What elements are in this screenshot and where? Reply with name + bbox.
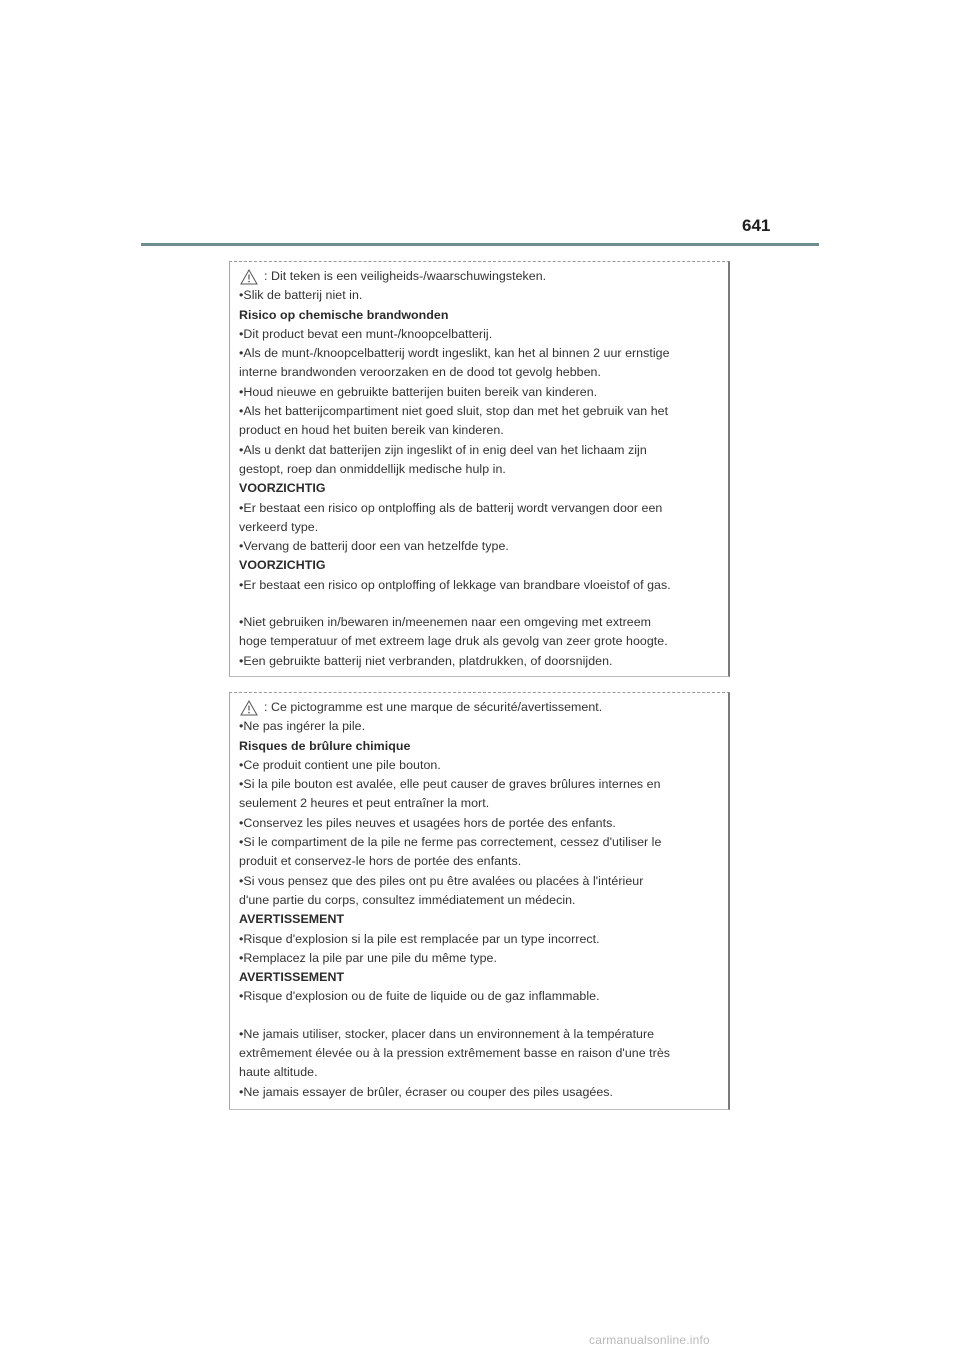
text-line: •Ce produit contient une pile bouton. (239, 757, 441, 772)
section-heading: AVERTISSEMENT (239, 912, 345, 927)
text-line: •Slik de batterij niet in. (239, 288, 363, 303)
text-line: •Er bestaat een risico op ontploffing als de batterij wordt vervangen door een (239, 500, 663, 515)
text-line: •Si vous pensez que des piles ont pu être avalées ou placées à l'intérieur (239, 873, 644, 888)
warning-box-dutch (229, 261, 730, 677)
text-line: •Een gebruikte batterij niet verbranden, platdrukken, of doorsnijden. (239, 653, 613, 668)
text-line: gestopt, roep dan onmiddellijk medische hulp in. (239, 461, 506, 476)
warning-symbol-line (239, 698, 720, 717)
text-line: •Conservez les piles neuves et usagées hors de portée des enfants. (239, 815, 616, 830)
text-line: •Remplacez la pile par une pile du même type. (239, 950, 497, 965)
warning-symbol-line (239, 267, 720, 286)
text-line: •Risque d'explosion ou de fuite de liquide ou de gaz inflammable. (239, 989, 600, 1004)
text-line: •Houd nieuwe en gebruikte batterijen buiten bereik van kinderen. (239, 384, 598, 399)
warning-symbol-text: : Dit teken is een veiligheids-/waarschuwingsteken. (264, 269, 547, 283)
text-line: •Vervang de batterij door een van hetzelfde type. (239, 539, 509, 554)
text-line: •Risque d'explosion si la pile est remplacée par un type incorrect. (239, 931, 600, 946)
text-line: •Als u denkt dat batterijen zijn ingeslikt of in enig deel van het lichaam zijn (239, 442, 647, 457)
text-line: •Si la pile bouton est avalée, elle peut causer de graves brûlures internes en (239, 777, 661, 792)
text-line: •Dit product bevat een munt-/knoopcelbatterij. (239, 326, 493, 341)
warning-symbol-text: : Ce pictogramme est une marque de sécurité/avertissement. (264, 700, 603, 714)
text-line: interne brandwonden veroorzaken en de dood tot gevolg hebben. (239, 365, 601, 380)
text-line: extrêmement élevée ou à la pression extrêmement basse en raison d'une très (239, 1046, 671, 1061)
text-line: produit et conservez-le hors de portée des enfants. (239, 854, 522, 869)
warning-triangle-icon (240, 269, 258, 285)
french-warning-lines (239, 717, 720, 1102)
text-line: d'une partie du corps, consultez immédiatement un médecin. (239, 892, 576, 907)
text-line: •Ne pas ingérer la pile. (239, 719, 366, 734)
dutch-warning-lines (239, 286, 720, 671)
section-heading: VOORZICHTIG (239, 558, 326, 573)
text-line: hoge temperatuur of met extreem lage druk als gevolg van zeer grote hoogte. (239, 634, 668, 649)
page-number: 641 (742, 216, 771, 235)
text-line: verkeerd type. (239, 519, 319, 534)
text-line: •Niet gebruiken in/bewaren in/meenemen naar een omgeving met extreem (239, 615, 652, 630)
watermark: carmanualsonline.info (589, 1333, 710, 1347)
section-heading: Risico op chemische brandwonden (239, 307, 449, 322)
section-heading: AVERTISSEMENT (239, 970, 345, 985)
text-line: •Ne jamais essayer de brûler, écraser ou couper des piles usagées. (239, 1084, 614, 1099)
section-heading: VOORZICHTIG (239, 481, 326, 496)
text-line: •Als het batterijcompartiment niet goed sluit, stop dan met het gebruik van het (239, 404, 669, 419)
text-line: •Si le compartiment de la pile ne ferme pas correctement, cessez d'utiliser le (239, 835, 662, 850)
text-line: product en houd het buiten bereik van kinderen. (239, 423, 504, 438)
header-rule (141, 243, 819, 246)
text-line: •Ne jamais utiliser, stocker, placer dans un environnement à la température (239, 1026, 655, 1041)
text-line: •Als de munt-/knoopcelbatterij wordt ingeslikt, kan het al binnen 2 uur ernstige (239, 346, 670, 361)
text-line: haute altitude. (239, 1065, 318, 1080)
text-line: •Er bestaat een risico op ontploffing of lekkage van brandbare vloeistof of gas. (239, 577, 671, 592)
warning-box-french (229, 692, 730, 1110)
text-line: seulement 2 heures et peut entraîner la mort. (239, 796, 490, 811)
section-heading: Risques de brûlure chimique (239, 738, 411, 753)
warning-triangle-icon (240, 700, 258, 716)
